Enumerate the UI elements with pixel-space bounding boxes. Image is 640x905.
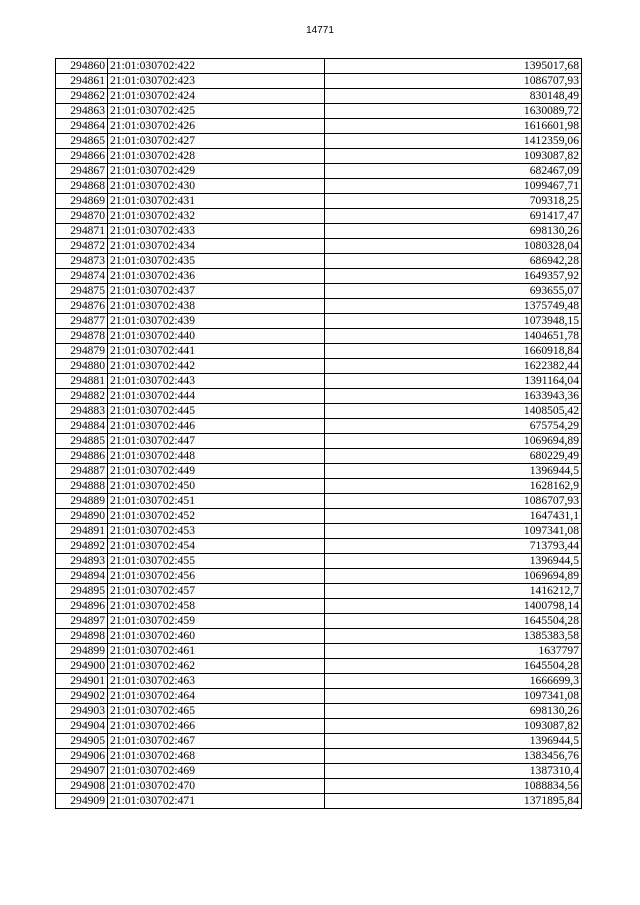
cadastral-number-cell: 21:01:030702:446 (108, 419, 325, 434)
table-row (56, 404, 582, 419)
table-row (56, 734, 582, 749)
table-row (56, 299, 582, 314)
cadastral-value-cell: 698130,26 (325, 224, 582, 239)
cadastral-number-cell: 21:01:030702:428 (108, 149, 325, 164)
table-row (56, 164, 582, 179)
cadastral-value-cell: 1088834,56 (325, 779, 582, 794)
cadastral-value-cell: 1630089,72 (325, 104, 582, 119)
table-row (56, 779, 582, 794)
table-row (56, 449, 582, 464)
cadastral-value-cell: 686942,28 (325, 254, 582, 269)
cadastral-value-cell: 1396944,5 (325, 464, 582, 479)
row-number-cell: 294884 (56, 419, 108, 434)
row-number-cell: 294861 (56, 74, 108, 89)
row-number-cell: 294903 (56, 704, 108, 719)
table-row (56, 494, 582, 509)
table-row (56, 554, 582, 569)
row-number-cell: 294908 (56, 779, 108, 794)
row-number-cell: 294883 (56, 404, 108, 419)
row-number-cell: 294865 (56, 134, 108, 149)
row-number-cell: 294888 (56, 479, 108, 494)
row-number-cell: 294904 (56, 719, 108, 734)
cadastral-number-cell: 21:01:030702:443 (108, 374, 325, 389)
row-number-cell: 294898 (56, 629, 108, 644)
row-number-cell: 294887 (56, 464, 108, 479)
row-number-cell: 294880 (56, 359, 108, 374)
row-number-cell: 294877 (56, 314, 108, 329)
cadastral-value-cell: 675754,29 (325, 419, 582, 434)
row-number-cell: 294893 (56, 554, 108, 569)
table-row (56, 194, 582, 209)
cadastral-number-cell: 21:01:030702:468 (108, 749, 325, 764)
cadastral-value-cell: 1099467,71 (325, 179, 582, 194)
cadastral-number-cell: 21:01:030702:464 (108, 689, 325, 704)
table-row (56, 329, 582, 344)
row-number-cell: 294866 (56, 149, 108, 164)
cadastral-value-cell: 1408505,42 (325, 404, 582, 419)
cadastral-value-cell: 1080328,04 (325, 239, 582, 254)
row-number-cell: 294902 (56, 689, 108, 704)
table-row (56, 239, 582, 254)
cadastral-value-cell: 1628162,9 (325, 479, 582, 494)
cadastral-value-table (55, 58, 582, 809)
cadastral-value-cell: 1375749,48 (325, 299, 582, 314)
table-row (56, 794, 582, 809)
row-number-cell: 294871 (56, 224, 108, 239)
table-row (56, 224, 582, 239)
cadastral-number-cell: 21:01:030702:458 (108, 599, 325, 614)
table-row (56, 629, 582, 644)
row-number-cell: 294876 (56, 299, 108, 314)
row-number-cell: 294896 (56, 599, 108, 614)
cadastral-value-cell: 1385383,58 (325, 629, 582, 644)
cadastral-value-cell: 1645504,28 (325, 614, 582, 629)
table-row (56, 689, 582, 704)
row-number-cell: 294868 (56, 179, 108, 194)
table-row (56, 464, 582, 479)
cadastral-number-cell: 21:01:030702:440 (108, 329, 325, 344)
row-number-cell: 294901 (56, 674, 108, 689)
table-row (56, 89, 582, 104)
cadastral-value-cell: 680229,49 (325, 449, 582, 464)
row-number-cell: 294869 (56, 194, 108, 209)
table-row (56, 74, 582, 89)
table-row (56, 584, 582, 599)
row-number-cell: 294895 (56, 584, 108, 599)
table-row (56, 389, 582, 404)
table-row (56, 659, 582, 674)
row-number-cell: 294882 (56, 389, 108, 404)
cadastral-number-cell: 21:01:030702:454 (108, 539, 325, 554)
cadastral-number-cell: 21:01:030702:459 (108, 614, 325, 629)
table-row (56, 509, 582, 524)
cadastral-number-cell: 21:01:030702:455 (108, 554, 325, 569)
cadastral-number-cell: 21:01:030702:439 (108, 314, 325, 329)
row-number-cell: 294870 (56, 209, 108, 224)
cadastral-value-cell: 1649357,92 (325, 269, 582, 284)
cadastral-number-cell: 21:01:030702:433 (108, 224, 325, 239)
cadastral-number-cell: 21:01:030702:430 (108, 179, 325, 194)
row-number-cell: 294863 (56, 104, 108, 119)
cadastral-number-cell: 21:01:030702:471 (108, 794, 325, 809)
row-number-cell: 294875 (56, 284, 108, 299)
table-row (56, 269, 582, 284)
table-row (56, 134, 582, 149)
cadastral-number-cell: 21:01:030702:452 (108, 509, 325, 524)
table-row (56, 434, 582, 449)
row-number-cell: 294872 (56, 239, 108, 254)
cadastral-number-cell: 21:01:030702:467 (108, 734, 325, 749)
cadastral-number-cell: 21:01:030702:441 (108, 344, 325, 359)
table-body (56, 59, 582, 809)
cadastral-value-cell: 1404651,78 (325, 329, 582, 344)
cadastral-value-cell: 698130,26 (325, 704, 582, 719)
cadastral-value-cell: 713793,44 (325, 539, 582, 554)
row-number-cell: 294899 (56, 644, 108, 659)
cadastral-value-cell: 1097341,08 (325, 524, 582, 539)
cadastral-value-cell: 1086707,93 (325, 494, 582, 509)
cadastral-value-cell: 682467,09 (325, 164, 582, 179)
cadastral-number-cell: 21:01:030702:466 (108, 719, 325, 734)
table-row (56, 254, 582, 269)
cadastral-value-cell: 1395017,68 (325, 59, 582, 74)
cadastral-value-cell: 1086707,93 (325, 74, 582, 89)
cadastral-value-cell: 1637797 (325, 644, 582, 659)
cadastral-value-cell: 1391164,04 (325, 374, 582, 389)
table-row (56, 359, 582, 374)
cadastral-number-cell: 21:01:030702:438 (108, 299, 325, 314)
table-row (56, 419, 582, 434)
row-number-cell: 294886 (56, 449, 108, 464)
table-row (56, 524, 582, 539)
cadastral-number-cell: 21:01:030702:434 (108, 239, 325, 254)
cadastral-value-cell: 1647431,1 (325, 509, 582, 524)
cadastral-value-cell: 1416212,7 (325, 584, 582, 599)
cadastral-value-cell: 1097341,08 (325, 689, 582, 704)
cadastral-number-cell: 21:01:030702:450 (108, 479, 325, 494)
cadastral-value-cell: 830148,49 (325, 89, 582, 104)
row-number-cell: 294873 (56, 254, 108, 269)
table-row (56, 674, 582, 689)
table-row (56, 569, 582, 584)
cadastral-number-cell: 21:01:030702:457 (108, 584, 325, 599)
row-number-cell: 294892 (56, 539, 108, 554)
table-row (56, 374, 582, 389)
table-row (56, 479, 582, 494)
cadastral-number-cell: 21:01:030702:463 (108, 674, 325, 689)
cadastral-number-cell: 21:01:030702:424 (108, 89, 325, 104)
cadastral-value-cell: 1666699,3 (325, 674, 582, 689)
cadastral-number-cell: 21:01:030702:469 (108, 764, 325, 779)
cadastral-value-cell: 693655,07 (325, 284, 582, 299)
table-row (56, 149, 582, 164)
row-number-cell: 294900 (56, 659, 108, 674)
cadastral-value-cell: 1396944,5 (325, 734, 582, 749)
table-row (56, 644, 582, 659)
cadastral-value-cell: 1069694,89 (325, 434, 582, 449)
row-number-cell: 294885 (56, 434, 108, 449)
cadastral-number-cell: 21:01:030702:445 (108, 404, 325, 419)
cadastral-number-cell: 21:01:030702:436 (108, 269, 325, 284)
table-row (56, 104, 582, 119)
table-row (56, 749, 582, 764)
row-number-cell: 294862 (56, 89, 108, 104)
table-row (56, 704, 582, 719)
cadastral-number-cell: 21:01:030702:427 (108, 134, 325, 149)
table-row (56, 314, 582, 329)
table-row (56, 119, 582, 134)
cadastral-number-cell: 21:01:030702:437 (108, 284, 325, 299)
cadastral-number-cell: 21:01:030702:435 (108, 254, 325, 269)
cadastral-number-cell: 21:01:030702:461 (108, 644, 325, 659)
cadastral-value-cell: 1616601,98 (325, 119, 582, 134)
cadastral-value-cell: 709318,25 (325, 194, 582, 209)
table-row (56, 344, 582, 359)
cadastral-number-cell: 21:01:030702:451 (108, 494, 325, 509)
table-row (56, 59, 582, 74)
cadastral-value-cell: 1645504,28 (325, 659, 582, 674)
cadastral-number-cell: 21:01:030702:429 (108, 164, 325, 179)
cadastral-value-cell: 1396944,5 (325, 554, 582, 569)
cadastral-number-cell: 21:01:030702:426 (108, 119, 325, 134)
cadastral-number-cell: 21:01:030702:453 (108, 524, 325, 539)
page-number: 14771 (306, 25, 334, 36)
table-row (56, 539, 582, 554)
cadastral-value-cell: 1069694,89 (325, 569, 582, 584)
cadastral-number-cell: 21:01:030702:456 (108, 569, 325, 584)
table-row (56, 209, 582, 224)
cadastral-number-cell: 21:01:030702:425 (108, 104, 325, 119)
row-number-cell: 294889 (56, 494, 108, 509)
cadastral-value-cell: 1073948,15 (325, 314, 582, 329)
cadastral-value-cell: 1371895,84 (325, 794, 582, 809)
cadastral-value-cell: 1412359,06 (325, 134, 582, 149)
table-row (56, 614, 582, 629)
row-number-cell: 294907 (56, 764, 108, 779)
cadastral-value-cell: 1622382,44 (325, 359, 582, 374)
cadastral-value-cell: 1093087,82 (325, 719, 582, 734)
row-number-cell: 294905 (56, 734, 108, 749)
cadastral-value-cell: 1633943,36 (325, 389, 582, 404)
cadastral-value-cell: 691417,47 (325, 209, 582, 224)
row-number-cell: 294867 (56, 164, 108, 179)
row-number-cell: 294879 (56, 344, 108, 359)
cadastral-number-cell: 21:01:030702:470 (108, 779, 325, 794)
row-number-cell: 294881 (56, 374, 108, 389)
row-number-cell: 294897 (56, 614, 108, 629)
row-number-cell: 294874 (56, 269, 108, 284)
cadastral-value-cell: 1400798,14 (325, 599, 582, 614)
table-row (56, 719, 582, 734)
cadastral-value-cell: 1093087,82 (325, 149, 582, 164)
table-row (56, 599, 582, 614)
cadastral-number-cell: 21:01:030702:422 (108, 59, 325, 74)
cadastral-number-cell: 21:01:030702:431 (108, 194, 325, 209)
cadastral-value-cell: 1383456,76 (325, 749, 582, 764)
cadastral-number-cell: 21:01:030702:465 (108, 704, 325, 719)
cadastral-value-cell: 1660918,84 (325, 344, 582, 359)
row-number-cell: 294891 (56, 524, 108, 539)
cadastral-number-cell: 21:01:030702:449 (108, 464, 325, 479)
row-number-cell: 294878 (56, 329, 108, 344)
row-number-cell: 294864 (56, 119, 108, 134)
cadastral-number-cell: 21:01:030702:447 (108, 434, 325, 449)
cadastral-number-cell: 21:01:030702:432 (108, 209, 325, 224)
cadastral-value-cell: 1387310,4 (325, 764, 582, 779)
row-number-cell: 294906 (56, 749, 108, 764)
row-number-cell: 294909 (56, 794, 108, 809)
cadastral-number-cell: 21:01:030702:423 (108, 74, 325, 89)
cadastral-number-cell: 21:01:030702:460 (108, 629, 325, 644)
row-number-cell: 294890 (56, 509, 108, 524)
cadastral-number-cell: 21:01:030702:444 (108, 389, 325, 404)
table-row (56, 284, 582, 299)
table-row (56, 764, 582, 779)
cadastral-number-cell: 21:01:030702:442 (108, 359, 325, 374)
row-number-cell: 294894 (56, 569, 108, 584)
row-number-cell: 294860 (56, 59, 108, 74)
table-row (56, 179, 582, 194)
cadastral-number-cell: 21:01:030702:462 (108, 659, 325, 674)
cadastral-number-cell: 21:01:030702:448 (108, 449, 325, 464)
